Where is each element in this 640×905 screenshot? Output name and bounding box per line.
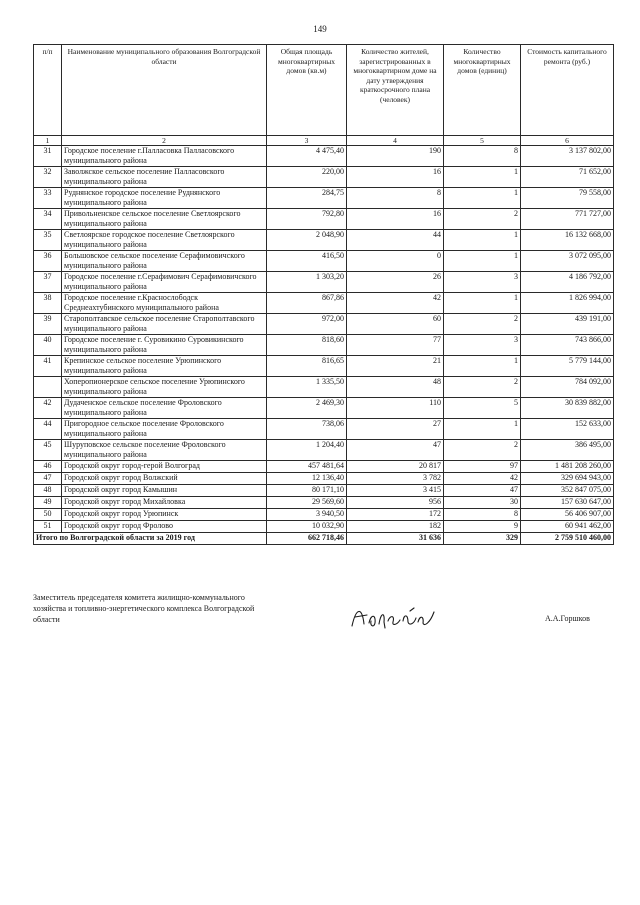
column-number: 5 <box>444 136 521 146</box>
table-row <box>34 209 614 230</box>
row-index: 47 <box>34 473 62 485</box>
total-area: 2 048,90 <box>267 230 347 251</box>
municipality-name: Городской округ город Камышин <box>62 485 267 497</box>
municipality-name: Крепинское сельское поселение Урюпинского муниципального района <box>62 356 267 377</box>
table-row <box>34 377 614 398</box>
houses-count: 8 <box>444 509 521 521</box>
total-area: 457 481,64 <box>267 461 347 473</box>
row-index: 48 <box>34 485 62 497</box>
column-number: 4 <box>347 136 444 146</box>
table-row <box>34 473 614 485</box>
row-index: 42 <box>34 398 62 419</box>
houses-count: 1 <box>444 251 521 272</box>
residents-count: 21 <box>347 356 444 377</box>
signer-name: А.А.Горшков <box>545 614 590 623</box>
header-area: Общая площадь многоквартирных домов (кв.м) <box>267 45 347 136</box>
repair-cost: 16 132 668,00 <box>521 230 614 251</box>
repair-cost: 784 092,00 <box>521 377 614 398</box>
row-index: 44 <box>34 419 62 440</box>
houses-count: 3 <box>444 335 521 356</box>
table-row <box>34 440 614 461</box>
table-row <box>34 356 614 377</box>
total-area: 3 940,50 <box>267 509 347 521</box>
table-row <box>34 419 614 440</box>
municipality-name: Городской округ город Фролово <box>62 521 267 533</box>
total-area: 416,50 <box>267 251 347 272</box>
table-row <box>34 272 614 293</box>
total-area: 816,65 <box>267 356 347 377</box>
municipality-name: Городское поселение г.Краснослободск Среднеахтубинского муниципального района <box>62 293 267 314</box>
total-area: 792,80 <box>267 209 347 230</box>
table-row <box>34 230 614 251</box>
residents-count: 47 <box>347 440 444 461</box>
residents-count: 110 <box>347 398 444 419</box>
residents-count: 956 <box>347 497 444 509</box>
houses-count: 9 <box>444 521 521 533</box>
total-residents: 31 636 <box>347 533 444 545</box>
table-row <box>34 461 614 473</box>
total-area: 12 136,40 <box>267 473 347 485</box>
row-index <box>34 377 62 398</box>
table-row <box>34 251 614 272</box>
total-area: 1 335,50 <box>267 377 347 398</box>
total-row <box>34 533 614 545</box>
header-row <box>34 45 614 136</box>
repair-cost: 30 839 882,00 <box>521 398 614 419</box>
repair-cost: 439 191,00 <box>521 314 614 335</box>
repair-cost: 1 826 994,00 <box>521 293 614 314</box>
residents-count: 20 817 <box>347 461 444 473</box>
repair-cost: 3 137 802,00 <box>521 146 614 167</box>
municipality-name: Шуруповское сельское поселение Фроловского муниципального района <box>62 440 267 461</box>
repair-cost: 1 481 208 260,00 <box>521 461 614 473</box>
table-row <box>34 521 614 533</box>
total-area: 738,06 <box>267 419 347 440</box>
municipality-name: Городское поселение г. Суровикино Суровикинского муниципального района <box>62 335 267 356</box>
repair-cost: 3 072 095,00 <box>521 251 614 272</box>
total-area: 80 171,10 <box>267 485 347 497</box>
municipality-name: Светлоярское городское поселение Светлоярского муниципального района <box>62 230 267 251</box>
repair-cost: 152 633,00 <box>521 419 614 440</box>
repair-cost: 329 694 943,00 <box>521 473 614 485</box>
repair-cost: 743 866,00 <box>521 335 614 356</box>
column-number: 2 <box>62 136 267 146</box>
total-label: Итого по Волгоградской области за 2019 год <box>34 533 267 545</box>
municipality-name: Городской округ город Волжский <box>62 473 267 485</box>
total-area: 1 204,40 <box>267 440 347 461</box>
houses-count: 42 <box>444 473 521 485</box>
total-area: 29 569,60 <box>267 497 347 509</box>
houses-count: 2 <box>444 209 521 230</box>
houses-count: 1 <box>444 230 521 251</box>
table-row <box>34 335 614 356</box>
table-row <box>34 293 614 314</box>
repair-cost: 79 558,00 <box>521 188 614 209</box>
municipality-name: Дудаченское сельское поселение Фроловского муниципального района <box>62 398 267 419</box>
header-municipality: Наименование муниципального образования Волгоградской области <box>62 45 267 136</box>
houses-count: 2 <box>444 440 521 461</box>
municipality-name: Большовское сельское поселение Серафимовичского муниципального района <box>62 251 267 272</box>
row-index: 51 <box>34 521 62 533</box>
repair-cost: 5 779 144,00 <box>521 356 614 377</box>
row-index: 35 <box>34 230 62 251</box>
municipality-name: Городской округ город Урюпинск <box>62 509 267 521</box>
total-area: 867,86 <box>267 293 347 314</box>
municipality-name: Хоперопионерское сельское поселение Урюпинского муниципального района <box>62 377 267 398</box>
row-index: 45 <box>34 440 62 461</box>
total-area: 972,00 <box>267 314 347 335</box>
repair-cost: 157 630 647,00 <box>521 497 614 509</box>
municipality-name: Пригородное сельское поселение Фроловского муниципального района <box>62 419 267 440</box>
houses-count: 2 <box>444 377 521 398</box>
municipality-name: Старополтавское сельское поселение Старополтавского муниципального района <box>62 314 267 335</box>
residents-count: 44 <box>347 230 444 251</box>
municipality-name: Заволжское сельское поселение Палласовского муниципального района <box>62 167 267 188</box>
row-index: 46 <box>34 461 62 473</box>
municipality-name: Городское поселение г.Палласовка Палласовского муниципального района <box>62 146 267 167</box>
table-row <box>34 509 614 521</box>
column-number: 3 <box>267 136 347 146</box>
repair-cost: 60 941 462,00 <box>521 521 614 533</box>
residents-count: 8 <box>347 188 444 209</box>
residents-count: 16 <box>347 209 444 230</box>
row-index: 31 <box>34 146 62 167</box>
residents-count: 0 <box>347 251 444 272</box>
row-index: 50 <box>34 509 62 521</box>
houses-count: 5 <box>444 398 521 419</box>
residents-count: 60 <box>347 314 444 335</box>
houses-count: 1 <box>444 188 521 209</box>
residents-count: 172 <box>347 509 444 521</box>
signer-position: Заместитель председателя комитета жилищно-коммунального хозяйства и топливно-энергетического комплекса Волгоградской области <box>33 593 255 624</box>
row-index: 39 <box>34 314 62 335</box>
signature-image <box>348 602 444 632</box>
table-row <box>34 188 614 209</box>
residents-count: 77 <box>347 335 444 356</box>
header-houses: Количество многоквартирных домов (единиц) <box>444 45 521 136</box>
residents-count: 3 782 <box>347 473 444 485</box>
houses-count: 1 <box>444 293 521 314</box>
column-number-row <box>34 136 614 146</box>
table-row <box>34 146 614 167</box>
row-index: 38 <box>34 293 62 314</box>
capital-repair-table <box>33 44 614 545</box>
municipality-name: Городское поселение г.Серафимович Серафимовичского муниципального района <box>62 272 267 293</box>
houses-count: 30 <box>444 497 521 509</box>
repair-cost: 386 495,00 <box>521 440 614 461</box>
repair-cost: 4 186 792,00 <box>521 272 614 293</box>
total-area: 10 032,90 <box>267 521 347 533</box>
row-index: 32 <box>34 167 62 188</box>
repair-cost: 771 727,00 <box>521 209 614 230</box>
municipality-name: Привольненское сельское поселение Светлоярского муниципального района <box>62 209 267 230</box>
houses-count: 3 <box>444 272 521 293</box>
total-area: 4 475,40 <box>267 146 347 167</box>
row-index: 36 <box>34 251 62 272</box>
houses-count: 1 <box>444 167 521 188</box>
row-index: 40 <box>34 335 62 356</box>
municipality-name: Руднянское городское поселение Руднянского муниципального района <box>62 188 267 209</box>
total-area: 818,60 <box>267 335 347 356</box>
residents-count: 3 415 <box>347 485 444 497</box>
row-index: 34 <box>34 209 62 230</box>
header-cost: Стоимость капитального ремонта (руб.) <box>521 45 614 136</box>
total-area: 662 718,46 <box>267 533 347 545</box>
repair-cost: 352 847 075,00 <box>521 485 614 497</box>
houses-count: 1 <box>444 356 521 377</box>
municipality-name: Городской округ город-герой Волгоград <box>62 461 267 473</box>
houses-count: 47 <box>444 485 521 497</box>
header-residents: Количество жителей, зарегистрированных в многоквартирном доме на дату утверждения краткосрочного плана (человек) <box>347 45 444 136</box>
row-index: 41 <box>34 356 62 377</box>
total-area: 220,00 <box>267 167 347 188</box>
total-area: 1 303,20 <box>267 272 347 293</box>
residents-count: 27 <box>347 419 444 440</box>
residents-count: 26 <box>347 272 444 293</box>
total-houses: 329 <box>444 533 521 545</box>
table-row <box>34 485 614 497</box>
total-area: 284,75 <box>267 188 347 209</box>
houses-count: 97 <box>444 461 521 473</box>
total-area: 2 469,30 <box>267 398 347 419</box>
total-cost: 2 759 510 460,00 <box>521 533 614 545</box>
houses-count: 1 <box>444 419 521 440</box>
table-row <box>34 497 614 509</box>
residents-count: 48 <box>347 377 444 398</box>
table-row <box>34 314 614 335</box>
residents-count: 42 <box>347 293 444 314</box>
column-number: 6 <box>521 136 614 146</box>
residents-count: 16 <box>347 167 444 188</box>
houses-count: 8 <box>444 146 521 167</box>
row-index: 37 <box>34 272 62 293</box>
table-row <box>34 167 614 188</box>
column-number: 1 <box>34 136 62 146</box>
page-number: 149 <box>313 24 327 34</box>
repair-cost: 71 652,00 <box>521 167 614 188</box>
municipality-name: Городской округ город Михайловка <box>62 497 267 509</box>
residents-count: 190 <box>347 146 444 167</box>
houses-count: 2 <box>444 314 521 335</box>
table-row <box>34 398 614 419</box>
residents-count: 182 <box>347 521 444 533</box>
repair-cost: 56 406 907,00 <box>521 509 614 521</box>
row-index: 33 <box>34 188 62 209</box>
row-index: 49 <box>34 497 62 509</box>
header-index: п/п <box>34 45 62 136</box>
